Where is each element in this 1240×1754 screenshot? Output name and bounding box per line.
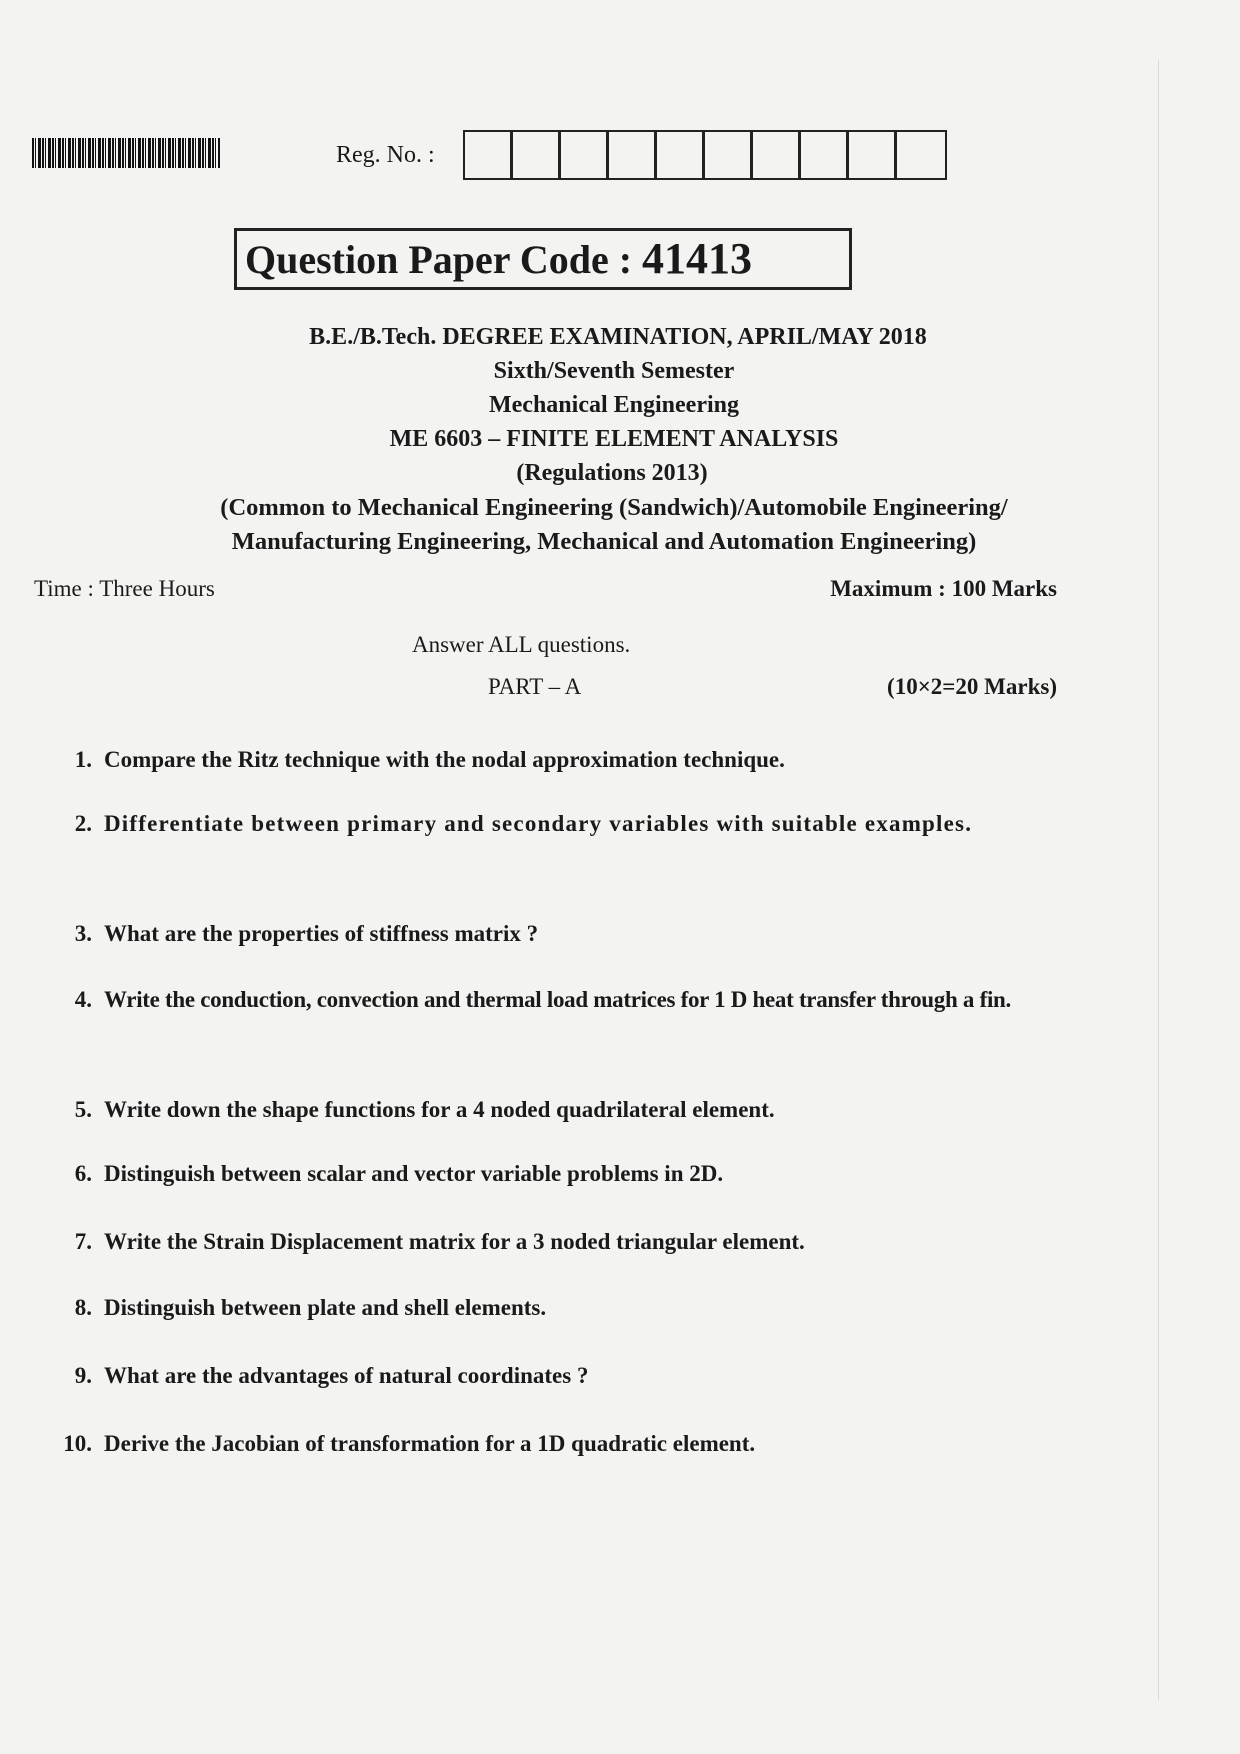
reg-no-box[interactable] bbox=[897, 132, 945, 178]
question-text: Distinguish between plate and shell elements. bbox=[104, 1295, 547, 1320]
reg-no-box[interactable] bbox=[801, 132, 849, 178]
question-number: 1. bbox=[74, 747, 92, 772]
question-number: 9. bbox=[74, 1363, 92, 1388]
part-heading: PART – A bbox=[488, 674, 582, 699]
exam-duration: Time : Three Hours bbox=[34, 576, 215, 601]
degree-title: B.E./B.Tech. DEGREE EXAMINATION, APRIL/MAY 2018 bbox=[309, 324, 927, 350]
common-to-line-2: Manufacturing Engineering, Mechanical and Automation Engineering) bbox=[231, 528, 977, 555]
common-to-line-1: (Common to Mechanical Engineering (Sandwich)/Automobile Engineering/ bbox=[220, 494, 1008, 521]
question-number: 4. bbox=[74, 987, 92, 1012]
reg-no-box[interactable] bbox=[849, 132, 897, 178]
question-text: What are the advantages of natural coordinates ? bbox=[104, 1363, 589, 1388]
qp-code-number: 41413 bbox=[642, 234, 753, 283]
question-text: Write the Strain Displacement matrix for a 3 noded triangular element. bbox=[104, 1229, 805, 1254]
qp-code-label: Question Paper Code : bbox=[245, 237, 633, 282]
question-text: Distinguish between scalar and vector variable problems in 2D. bbox=[104, 1161, 724, 1186]
question-text: What are the properties of stiffness matrix ? bbox=[104, 921, 539, 946]
reg-no-box[interactable] bbox=[561, 132, 609, 178]
question-text: Write the conduction, convection and thermal load matrices for 1 D heat transfer through a fin. bbox=[104, 987, 1011, 1012]
question-number: 5. bbox=[74, 1097, 92, 1122]
part-marks: (10×2=20 Marks) bbox=[887, 674, 1057, 699]
page-edge-shadow bbox=[1158, 60, 1159, 1700]
reg-no-box[interactable] bbox=[657, 132, 705, 178]
question-paper-code bbox=[234, 228, 852, 290]
regulations: (Regulations 2013) bbox=[516, 460, 708, 486]
question-number: 7. bbox=[74, 1229, 92, 1254]
department: Mechanical Engineering bbox=[489, 392, 739, 418]
semester: Sixth/Seventh Semester bbox=[493, 358, 735, 384]
reg-no-boxes bbox=[463, 130, 947, 180]
question-text: Compare the Ritz technique with the nodal approximation technique. bbox=[104, 747, 785, 772]
question-number: 2. bbox=[74, 811, 92, 836]
question-text: Derive the Jacobian of transformation for a 1D quadratic element. bbox=[104, 1431, 756, 1456]
reg-no-box[interactable] bbox=[465, 132, 513, 178]
subject-title: ME 6603 – FINITE ELEMENT ANALYSIS bbox=[389, 426, 839, 452]
reg-no-box[interactable] bbox=[705, 132, 753, 178]
reg-no-box[interactable] bbox=[753, 132, 801, 178]
instruction: Answer ALL questions. bbox=[412, 632, 631, 657]
reg-no-label: Reg. No. : bbox=[336, 142, 435, 168]
barcode bbox=[32, 138, 220, 168]
question-text: Differentiate between primary and secondary variables with suitable examples. bbox=[104, 811, 973, 836]
question-number: 8. bbox=[74, 1295, 92, 1320]
question-number: 6. bbox=[74, 1161, 92, 1186]
maximum-marks: Maximum : 100 Marks bbox=[830, 576, 1057, 601]
question-text: Write down the shape functions for a 4 noded quadrilateral element. bbox=[104, 1097, 775, 1122]
reg-no-box[interactable] bbox=[513, 132, 561, 178]
question-number: 10. bbox=[63, 1431, 92, 1456]
reg-no-box[interactable] bbox=[609, 132, 657, 178]
question-number: 3. bbox=[74, 921, 92, 946]
